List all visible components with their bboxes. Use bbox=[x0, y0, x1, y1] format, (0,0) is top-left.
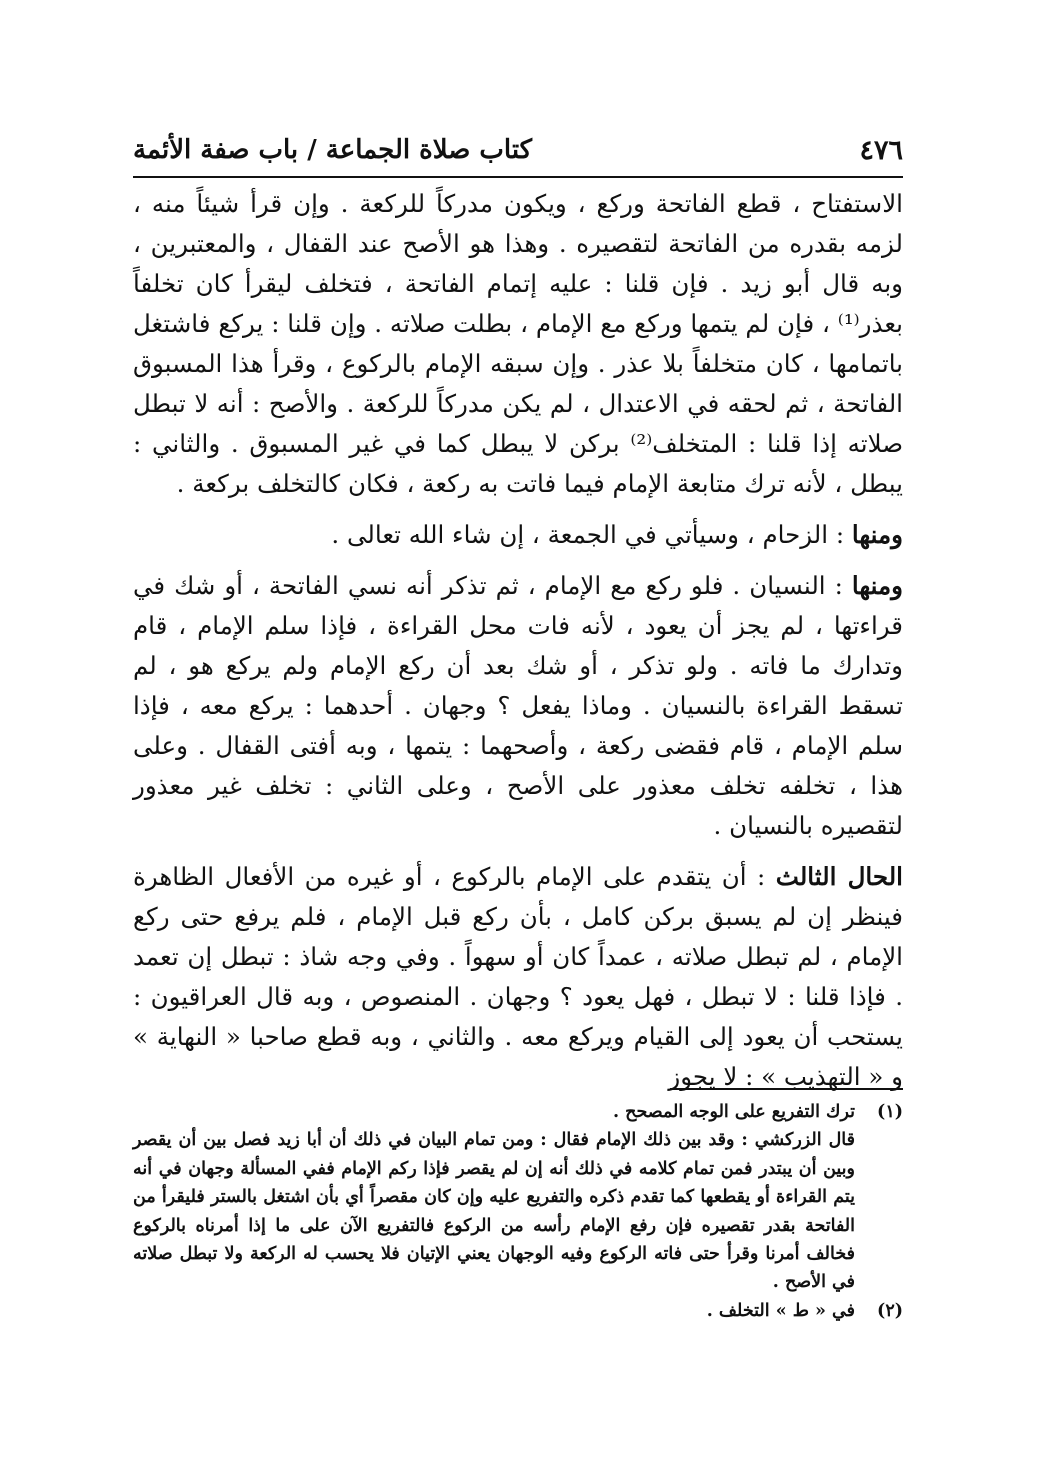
footnote-number: (١) bbox=[877, 1102, 903, 1122]
paragraph bbox=[133, 857, 903, 1097]
header-divider bbox=[133, 176, 903, 178]
footnote-text: ترك التفريع على الوجه المصحح . bbox=[612, 1102, 855, 1122]
paragraph-lead: ومنها bbox=[851, 520, 903, 549]
footnote-text: قال الزركشي : وقد بين ذلك الإمام فقال : ومن تمام البيان في ذلك أن أبا زيد فصل بين أن يقصر وبين أن يبتدر فمن تمام كلامه في ذلك أنه إن لم يقصر فإذا ركم الإمام ففي المسألة وجهان في أنه يتم القراءة أو يقطعها كما تقدم ذكره والتفريع عليه وإن كان مقصراً أي بأن اشتغل بالستر فليقرأ من الفاتحة بقدر تقصيره فإن رفع الإمام رأسه من الركوع فالتفريع الآن على ما إذا أمرناه بالركوع فخالف أمرنا وقرأ حتى فاته الركوع وفيه الوجهان يعني الإتيان فلا يحسب له الركعة ولا تبطل صلاته في الأصح . bbox=[133, 1130, 856, 1293]
page-number: ٤٧٦ bbox=[859, 134, 903, 166]
running-title: كتاب صلاة الجماعة / باب صفة الأئمة bbox=[133, 135, 533, 165]
paragraph bbox=[133, 566, 903, 846]
footnote bbox=[133, 1098, 903, 1126]
footnote-number: (٢) bbox=[877, 1300, 903, 1321]
footnote bbox=[133, 1297, 903, 1325]
footnote-continuation bbox=[133, 1126, 903, 1296]
footnote-divider bbox=[670, 1088, 903, 1090]
paragraph: الاستفتاح ، قطع الفاتحة وركع ، ويكون مدركاً للركعة . وإن قرأ شيئاً منه ، لزمه بقدره من الفاتحة لتقصيره . وهذا هو الأصح عند القفال ، والمعتبرين ، وبه قال أبو زيد . فإن قلنا : عليه إتمام الفاتحة ، فتخلف ليقرأ كان تخلفاً بعذر⁽¹⁾ ، فإن لم يتمها وركع مع الإمام ، بطلت صلاته . وإن قلنا : يركع فاشتغل باتمامها ، كان متخلفاً بلا عذر . وإن سبقه الإمام بالركوع ، وقرأ هذا المسبوق الفاتحة ، ثم لحقه في الاعتدال ، لم يكن مدركاً للركعة . والأصح : أنه لا تبطل صلاته إذا قلنا : المتخلف⁽²⁾ بركن لا يبطل كما في غير المسبوق . والثاني : يبطل ، لأنه ترك متابعة الإمام فيما فاتت به ركعة ، فكان كالتخلف بركعة . bbox=[133, 189, 903, 498]
main-text bbox=[133, 184, 903, 1097]
footnotes bbox=[133, 1098, 903, 1325]
footnote-text: في « ط » التخلف . bbox=[706, 1300, 855, 1321]
paragraph bbox=[133, 515, 903, 555]
paragraph-text: : أن يتقدم على الإمام بالركوع ، أو غيره من الأفعال الظاهرة فينظر إن لم يسبق بركن كامل ، بأن ركع قبل الإمام ، فلم يرفع حتى ركع الإمام ، لم تبطل صلاته ، عمداً كان أو سهواً . وفي وجه شاذ : تبطل إن تعمد . فإذا قلنا : لا تبطل ، فهل يعود ؟ وجهان . المنصوص ، وبه قال العراقيون : يستحب أن يعود إلى القيام ويركع معه . والثاني ، وبه قطع صاحبا « النهاية » و « التهذيب » : لا يجوز bbox=[133, 862, 903, 1091]
paragraph-text: : النسيان . فلو ركع مع الإمام ، ثم تذكر أنه نسي الفاتحة ، أو شك في قراءتها ، لم يجز أن يعود ، لأنه فات محل القراءة ، فإذا سلم الإمام ، قام وتدارك ما فاته . ولو تذكر ، أو شك بعد أن ركع الإمام ولم يركع هو ، لم تسقط القراءة بالنسيان . وماذا يفعل ؟ وجهان . أحدهما : يركع معه ، فإذا سلم الإمام ، قام فقضى ركعة ، وأصحهما : يتمها ، وبه أفتى القفال . وعلى هذا ، تخلفه تخلف معذور على الأصح ، وعلى الثاني : تخلف غير معذور لتقصيره بالنسيان . bbox=[133, 571, 903, 840]
paragraph-text: : الزحام ، وسيأتي في الجمعة ، إن شاء الله تعالى . bbox=[331, 520, 852, 549]
paragraph-lead: ومنها bbox=[851, 571, 903, 600]
page-header bbox=[133, 128, 903, 172]
paragraph-lead: الحال الثالث bbox=[775, 862, 903, 891]
